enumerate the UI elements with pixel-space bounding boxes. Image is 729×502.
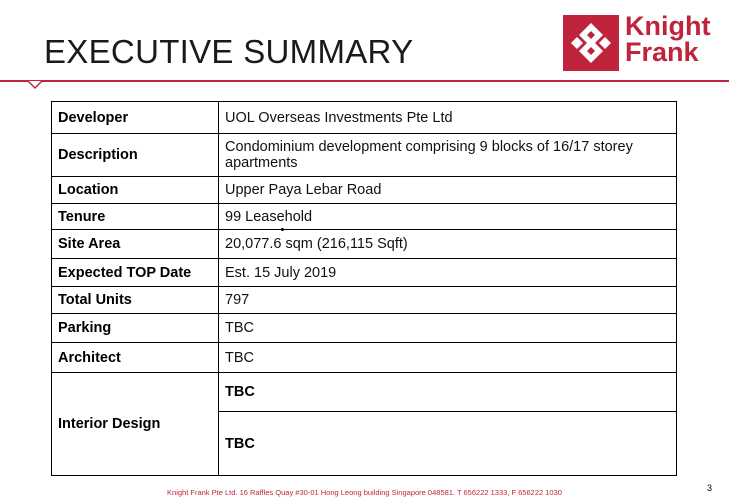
table-row: [52, 230, 677, 259]
row-label: Parking: [52, 314, 219, 343]
table-row: [52, 287, 677, 314]
page-title: EXECUTIVE SUMMARY: [44, 33, 414, 70]
row-value: 797: [219, 287, 677, 314]
table-row: [52, 102, 677, 134]
logo-wordmark: [625, 13, 710, 65]
row-value-secondary: TBC: [219, 412, 677, 476]
row-label: Developer: [52, 102, 219, 134]
row-label: Total Units: [52, 287, 219, 314]
table-row: [52, 314, 677, 343]
row-label: Location: [52, 177, 219, 204]
row-label: Expected TOP Date: [52, 259, 219, 287]
row-value: 99 Leasehold: [219, 204, 677, 230]
row-value: TBC: [219, 343, 677, 373]
table-row: [52, 134, 677, 177]
header-divider-notch-inner: [29, 81, 41, 87]
row-value: UOL Overseas Investments Pte Ltd: [219, 102, 677, 134]
table-row: [52, 204, 677, 230]
header-divider: [0, 80, 729, 82]
row-value: Est. 15 July 2019: [219, 259, 677, 287]
row-value: 20,077.6 sqm (216,115 Sqft): [219, 230, 677, 259]
logo-text-frank: Frank: [625, 37, 699, 67]
table-row: [52, 343, 677, 373]
knight-frank-logo: [563, 11, 721, 71]
table-row: [52, 259, 677, 287]
table-row: [52, 177, 677, 204]
row-label: Architect: [52, 343, 219, 373]
row-label: Tenure: [52, 204, 219, 230]
logo-text-knight: Knight: [625, 11, 711, 41]
table-row: [52, 373, 677, 412]
stray-dot: [281, 228, 284, 231]
footer-address: Knight Frank Pte Ltd. 16 Raffles Quay #30-01 Hong Leong building Singapore 048581. T 656222 1333, F 656222 1030: [167, 488, 562, 497]
row-label: Description: [52, 134, 219, 177]
knight-frank-logo-icon: [563, 15, 619, 71]
executive-summary-table: [51, 101, 677, 476]
page-number: 3: [707, 483, 713, 493]
row-label: Interior Design: [52, 373, 219, 476]
row-value: Upper Paya Lebar Road: [219, 177, 677, 204]
row-label: Site Area: [52, 230, 219, 259]
row-value: TBC: [219, 314, 677, 343]
row-value: TBC: [219, 373, 677, 412]
row-value: Condominium development comprising 9 blocks of 16/17 storey apartments: [219, 134, 677, 177]
